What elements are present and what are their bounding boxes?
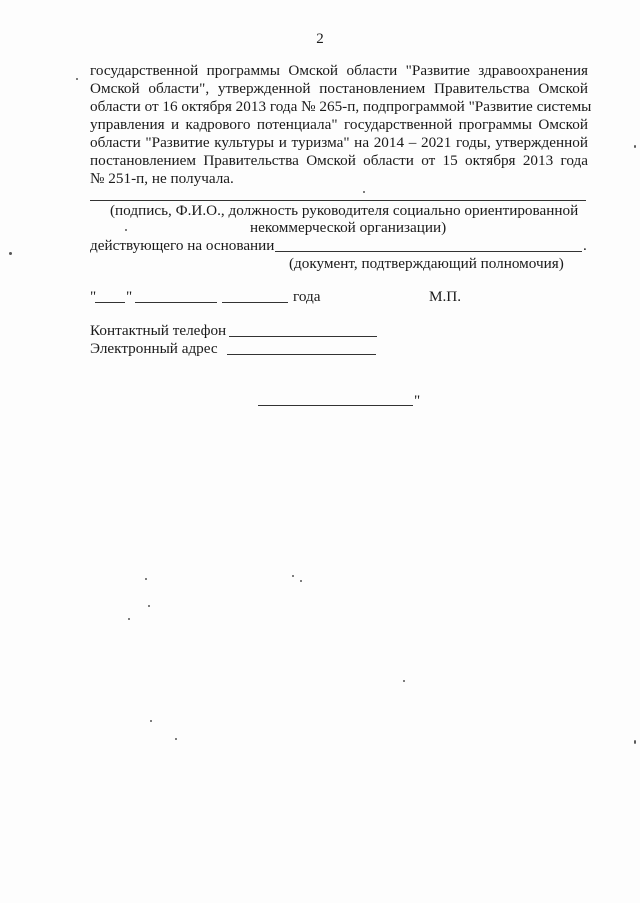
- date-month-line: [135, 302, 217, 303]
- page-number: 2: [316, 31, 324, 47]
- scan-speck: [634, 145, 636, 148]
- paragraph-line: области "Развитие культуры и туризма" на 2014 – 2021 годы, утвержденной: [90, 134, 588, 151]
- scan-speck: [175, 738, 177, 740]
- date-quote-open: ": [90, 288, 97, 305]
- phone-line: [229, 336, 377, 337]
- scan-speck: [403, 680, 405, 682]
- paragraph-line: Омской области", утвержденной постановлением Правительства Омской: [90, 80, 588, 97]
- basis-caption: (документ, подтверждающий полномочия): [289, 255, 564, 272]
- stamp-label: М.П.: [429, 288, 462, 305]
- signature-caption: (подпись, Ф.И.О., должность руководителя социально ориентированной: [110, 202, 579, 219]
- scan-speck: [150, 720, 152, 722]
- scan-speck: [363, 191, 365, 193]
- scan-speck: [148, 605, 150, 607]
- date-year-line: [222, 302, 288, 303]
- scan-speck: [76, 78, 78, 80]
- email-label: Электронный адрес: [90, 340, 218, 357]
- date-quote-close: ": [126, 288, 133, 305]
- paragraph-line: постановлением Правительства Омской области от 15 октября 2013 года: [90, 152, 588, 169]
- closing-line: [258, 405, 413, 406]
- signature-line: [90, 200, 586, 201]
- email-line: [227, 354, 376, 355]
- date-day-line: [95, 302, 125, 303]
- basis-label: действующего на основании: [90, 237, 275, 254]
- paragraph-line: № 251-п, не получала.: [90, 170, 234, 187]
- paragraph-line: государственной программы Омской области "Развитие здравоохранения: [90, 62, 588, 79]
- basis-document-line: [275, 251, 582, 252]
- paragraph-line: управления и кадрового потенциала" государственной программы Омской: [90, 116, 588, 133]
- scan-speck: [145, 578, 147, 580]
- signature-caption-continued: некоммерческой организации): [250, 219, 447, 236]
- paragraph-line: области от 16 октября 2013 года № 265-п, подпрограммой "Развитие системы: [90, 98, 592, 115]
- scan-speck: [128, 618, 130, 620]
- scan-speck: [300, 580, 302, 582]
- date-year-label: года: [293, 288, 321, 305]
- scan-speck: [292, 575, 294, 577]
- body-paragraph: [90, 62, 592, 188]
- phone-label: Контактный телефон: [90, 322, 227, 339]
- basis-end-mark: .: [583, 237, 587, 254]
- scan-speck: [9, 252, 12, 255]
- scan-speck: [634, 740, 636, 744]
- closing-quote: ": [414, 392, 421, 409]
- scan-speck: [125, 229, 127, 231]
